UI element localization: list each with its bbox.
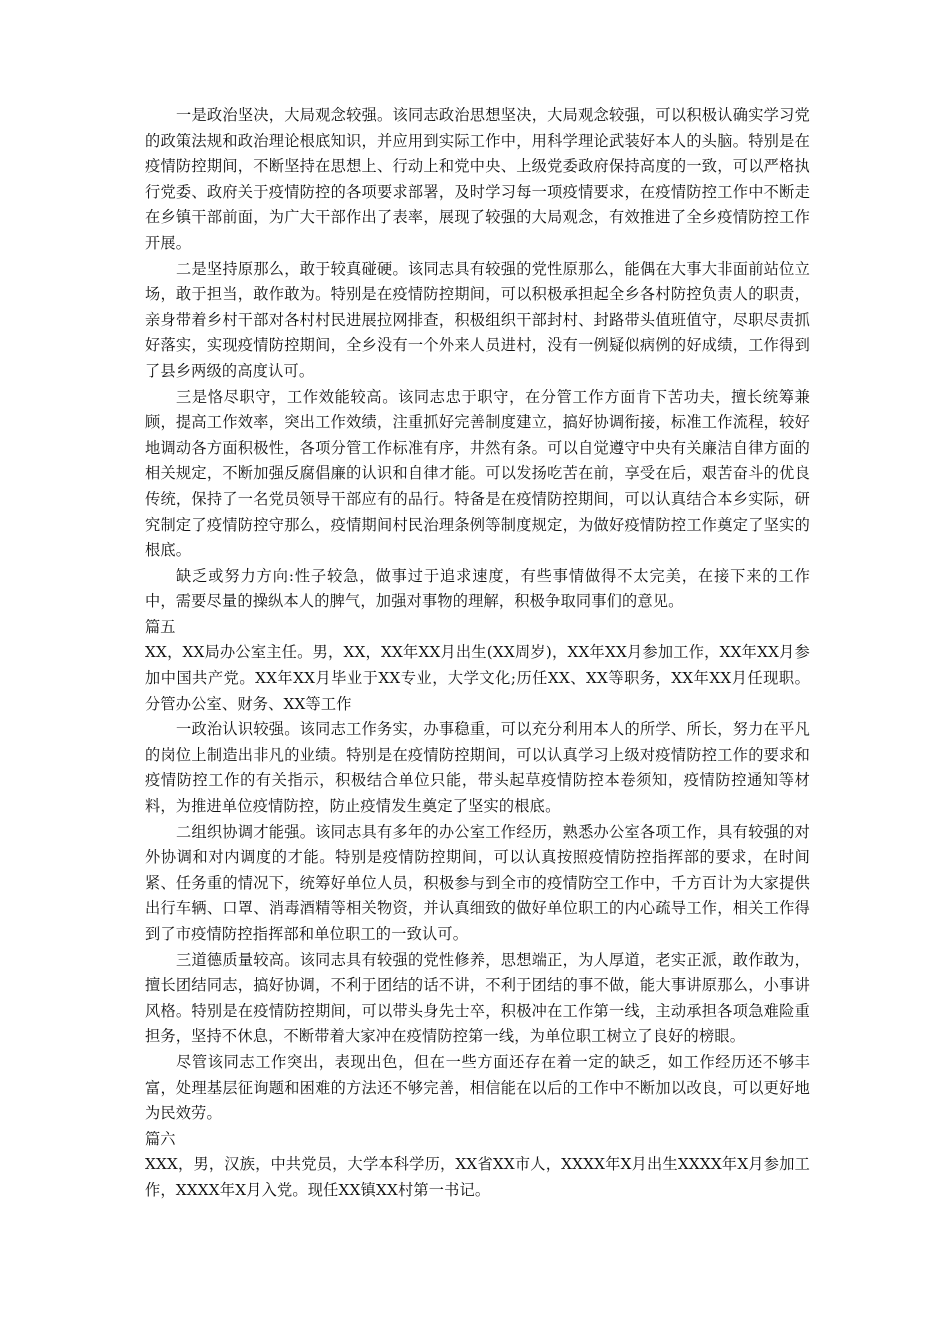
section-heading-five: 篇五 xyxy=(145,617,176,636)
paragraph-upholding-principles: 二是坚持原那么，敢于较真碰硬。该同志具有较强的党性原那么，能偶在大事大非面前站位立场，敢于担当，敢作敢为。特别是在疫情防控期间，可以积极承担起全乡各村防控负责人的职责，亲身带着乡村干部对各村村民进展拉网排查，积极组织干部封村、封路带头值班值守，尽职尽责抓好落实，实现疫情防控期间，全乡没有一个外来人员进村，没有一例疑似病例的好成绩，工作得到了县乡两级的高度认可。 xyxy=(145,259,810,380)
section-heading-six: 篇六 xyxy=(145,1129,176,1148)
paragraph-dedication: 三是恪尽职守，工作效能较高。该同志忠于职守，在分管工作方面肯下苦功夫，擅长统筹兼顾，提高工作效率，突出工作效绩，注重抓好完善制度建立，搞好协调衔接，标准工作流程，较好地调动各方面积极性，各项分管工作标准有序，井然有条。可以自觉遵守中央有关廉洁自律方面的相关规定，不断加强反腐倡廉的认识和自律才能。可以发扬吃苦在前，享受在后，艰苦奋斗的优良传统，保持了一名党员领导干部应有的品行。特备是在疫情防控期间，可以认真结合本乡实际，研究制定了疫情防控守那么，疫情期间村民治理条例等制度规定，为做好疫情防控工作奠定了坚实的根底。 xyxy=(145,387,810,560)
paragraph-profile-six: XXX，男，汉族，中共党员，大学本科学历，XX省XX市人，XXXX年X月出生XXXX年X月参加工作，XXXX年X月入党。现任XX镇XX村第一书记。 xyxy=(145,1155,810,1199)
paragraph-political-awareness: 一政治认识较强。该同志工作务实，办事稳重，可以充分利用本人的所学、所长，努力在平凡的岗位上制造出非凡的业绩。特别是在疫情防控期间，可以认真学习上级对疫情防控工作的要求和疫情防控工作的有关指示，积极结合单位只能，带头起草疫情防控本卷须知，疫情防控通知等材料，为推进单位疫情防控，防止疫情发生奠定了坚实的根底。 xyxy=(145,720,810,816)
paragraph-moral-quality: 三道德质量较高。该同志具有较强的党性修养，思想端正，为人厚道，老实正派，敢作敢为，擅长团结同志，搞好协调，不利于团结的话不讲，不利于团结的事不做，能大事讲原那么，小事讲风格。特别是在疫情防控期间，可以带头身先士卒，积极冲在工作第一线，主动承担各项急难险重担务，坚持不休息，不断带着大家冲在疫情防控第一线，为单位职工树立了良好的榜眼。 xyxy=(145,950,810,1046)
paragraph-profile-five: XX，XX局办公室主任。男，XX，XX年XX月出生(XX周岁)，XX年XX月参加工作，XX年XX月参加中国共产党。XX年XX月毕业于XX专业，大学文化;历任XX、XX等职务，XX年XX月任现职。分管办公室、财务、XX等工作 xyxy=(145,643,810,713)
paragraph-political-firmness: 一是政治坚决，大局观念较强。该同志政治思想坚决，大局观念较强，可以积极认确实学习党的政策法规和政治理论根底知识，并应用到实际工作中，用科学理论武装好本人的头脑。特别是在疫情防控期间，不断坚持在思想上、行动上和党中央、上级党委政府保持高度的一致，可以严格执行党委、政府关于疫情防控的各项要求部署，及时学习每一项疫情要求，在疫情防控工作中不断走在乡镇干部前面，为广大干部作出了表率，展现了较强的大局观念，有效推进了全乡疫情防控工作开展。 xyxy=(145,106,810,252)
paragraph-improvement: 尽管该同志工作突出，表现出色，但在一些方面还存在着一定的缺乏，如工作经历还不够丰富，处理基层征询题和困难的方法还不够完善，相信能在以后的工作中不断加以改良，可以更好地为民效劳。 xyxy=(145,1052,810,1123)
paragraph-shortcomings: 缺乏或努力方向:性子较急，做事过于追求速度，有些事情做得不太完美，在接下来的工作中，需要尽量的操纵本人的脾气，加强对事物的理解，积极争取同事们的意见。 xyxy=(145,566,810,611)
paragraph-coordination: 二组织协调才能强。该同志具有多年的办公室工作经历，熟悉办公室各项工作，具有较强的对外协调和对内调度的才能。特别是疫情防控期间，可以认真按照疫情防控指挥部的要求，在时间紧、任务重的情况下，统筹好单位人员，积极参与到全市的疫情防空工作中，千方百计为大家提供出行车辆、口罩、消毒酒精等相关物资，并认真细致的做好单位职工的内心疏导工作，相关工作得到了市疫情防控指挥部和单位职工的一致认可。 xyxy=(145,822,810,943)
document-body xyxy=(145,103,810,1204)
